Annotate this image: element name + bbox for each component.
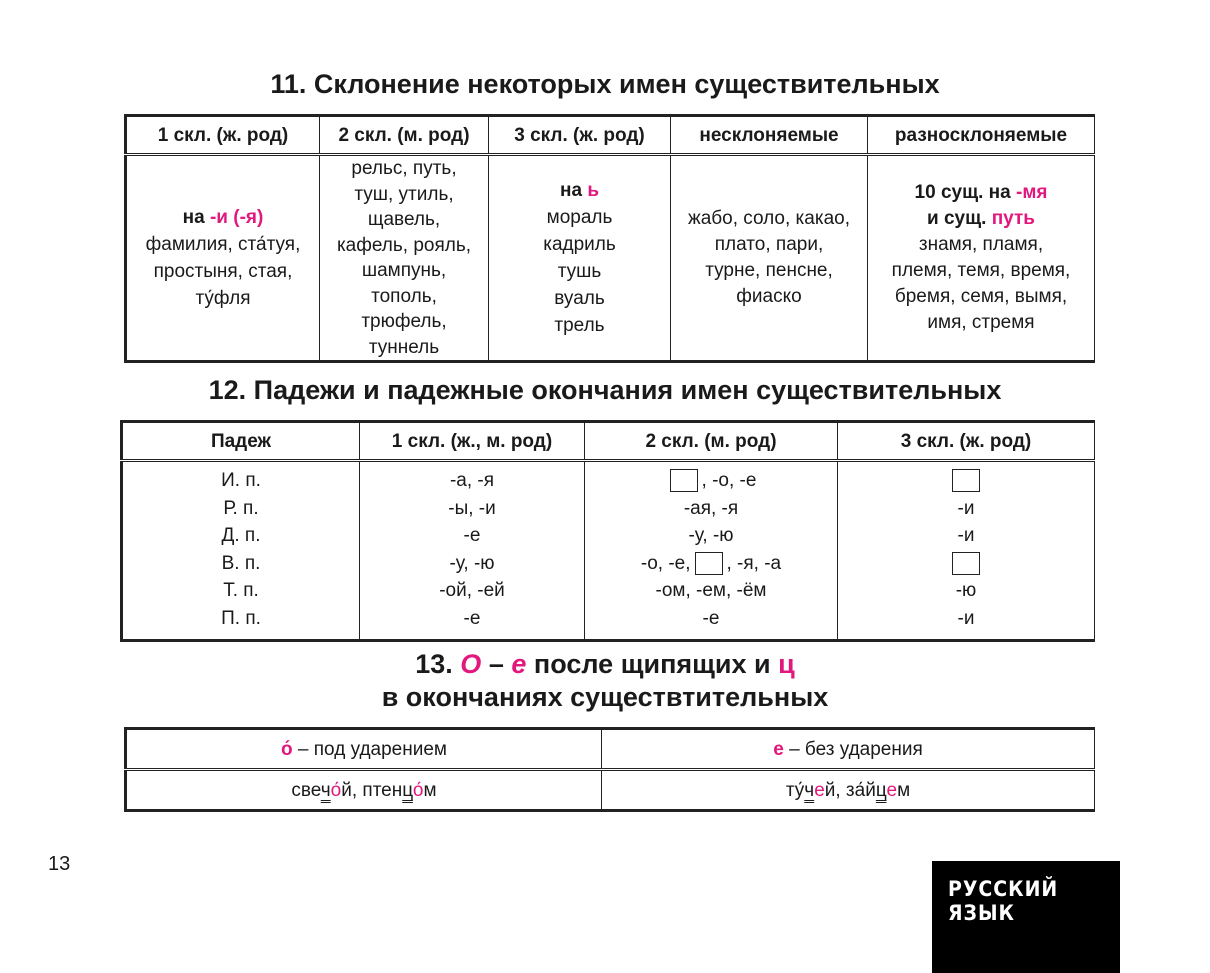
decl3-ending: -ю xyxy=(955,580,977,602)
decl2-ending: -ая, -я xyxy=(683,497,739,519)
header-decl2: 2 скл. (м. род) xyxy=(585,422,838,461)
case-endings-header-row xyxy=(122,422,1095,461)
decl2-word-line: тополь, xyxy=(371,285,437,307)
header-decl1: 1 скл. (ж., м. род) xyxy=(360,422,585,461)
header-decl1: 1 скл. (ж. род) xyxy=(126,116,320,155)
indeclinable-line: фиаско xyxy=(736,286,802,307)
decl3-ending: -и xyxy=(957,525,975,547)
unstressed-text: – без ударения xyxy=(789,738,923,760)
decl1-rule-prefix: на xyxy=(182,207,210,228)
decl1-cell xyxy=(126,155,320,362)
example-part: м xyxy=(897,779,911,801)
example-sibilant: ч xyxy=(804,779,815,801)
example-part: све xyxy=(291,779,321,801)
heteroclitic-rule-text: и сущ. xyxy=(927,208,987,229)
case-name: П. п. xyxy=(221,607,261,629)
section13-title-o: О xyxy=(460,649,482,679)
decl2-ending-acc xyxy=(585,550,837,578)
zero-ending-box xyxy=(695,552,723,575)
section13-title-ts: ц xyxy=(778,649,795,679)
heteroclitic-rule-word: путь xyxy=(991,208,1035,229)
decl3-rule xyxy=(489,177,670,204)
decl1-ending: -е xyxy=(463,607,481,629)
indeclinable-line: жабо, соло, какао, xyxy=(687,208,850,229)
example-sibilant: ц xyxy=(402,779,413,801)
case-name: И. п. xyxy=(221,470,261,491)
decl3-word: вуаль xyxy=(554,288,605,309)
example-part: й, за́й xyxy=(824,779,876,801)
section13-title-line2: в окончаниях существтительных xyxy=(381,682,829,712)
decl2-cell xyxy=(320,155,489,362)
case-name: Р. п. xyxy=(223,497,259,519)
section13-title-num: 13. xyxy=(415,649,453,679)
decl2-ending: -ом, -ем, -ём xyxy=(655,580,767,602)
header-decl3: 3 скл. (ж. род) xyxy=(489,116,671,155)
header-case: Падеж xyxy=(122,422,360,461)
decl3-word: мораль xyxy=(546,207,613,228)
heteroclitic-cell xyxy=(868,155,1095,362)
unstressed-rule-cell xyxy=(602,729,1095,770)
unstressed-letter: е xyxy=(773,738,784,760)
stressed-text: – под ударением xyxy=(297,738,447,760)
section13-title-e: е xyxy=(511,649,527,679)
header-heteroclitic: разносклоняемые xyxy=(868,116,1095,155)
case-name: В. п. xyxy=(221,552,261,574)
decl3-word: кадриль xyxy=(543,234,616,255)
decl2-ending: -у, -ю xyxy=(688,525,734,547)
zero-ending-box xyxy=(952,469,980,492)
brand-label: РУССКИЙ ЯЗЫК xyxy=(932,861,1120,973)
heteroclitic-rule-ending: -мя xyxy=(1016,182,1048,203)
decl1-ending: -а, -я xyxy=(449,470,495,491)
decl2-ending-text: , -я, -а xyxy=(726,552,782,574)
header-decl3: 3 скл. (ж. род) xyxy=(838,422,1095,461)
zero-ending-box xyxy=(952,552,980,575)
declension-body-row xyxy=(126,155,1095,362)
section13-title-mid: после щипящих и xyxy=(533,649,771,679)
section13-title xyxy=(0,648,1210,680)
decl3-rule-prefix: на xyxy=(559,180,583,201)
decl2-word-line: трюфель, xyxy=(361,311,447,332)
indeclinable-cell xyxy=(671,155,868,362)
decl2-word-line: кафель, рояль, xyxy=(336,234,472,256)
heteroclitic-word-line: племя, темя, время, xyxy=(891,260,1071,281)
zero-ending-box xyxy=(670,469,698,492)
example-part: м xyxy=(423,779,437,801)
decl2-ending-text: , -о, -е xyxy=(701,470,757,491)
decl1-ending: -е xyxy=(463,525,481,547)
decl2-endings-cell xyxy=(585,461,838,641)
o-e-example-row xyxy=(126,770,1095,811)
decl1-rule xyxy=(127,204,319,231)
decl3-ending: -и xyxy=(957,607,975,629)
decl3-word: трель xyxy=(554,315,605,336)
example-vowel: е xyxy=(886,779,898,801)
section13-title-dash: – xyxy=(488,649,504,679)
example-vowel: о́ xyxy=(412,779,424,801)
decl2-word-line: шампунь, xyxy=(361,260,447,281)
decl2-ending: -е xyxy=(702,607,720,629)
o-e-header-row xyxy=(126,729,1095,770)
decl2-ending-text: -о, -е, xyxy=(640,552,691,574)
decl3-word: тушь xyxy=(557,261,602,282)
unstressed-examples-cell xyxy=(602,770,1095,811)
o-e-table xyxy=(124,727,1095,812)
decl1-word-line: простыня, стая, xyxy=(153,261,293,282)
heteroclitic-rule-line2 xyxy=(868,206,1094,232)
stressed-examples-cell xyxy=(126,770,602,811)
section11-title: 11. Склонение некоторых имен существительных xyxy=(270,69,940,99)
case-name: Д. п. xyxy=(221,525,261,547)
case-name: Т. п. xyxy=(223,580,259,602)
decl1-ending: -у, -ю xyxy=(449,552,495,574)
heteroclitic-rule-line1 xyxy=(868,180,1094,206)
decl3-rule-letter: ь xyxy=(587,180,599,201)
example-vowel: о́ xyxy=(330,779,342,801)
decl3-cell xyxy=(489,155,671,362)
decl3-endings-cell xyxy=(838,461,1095,641)
example-vowel: е xyxy=(814,779,825,801)
case-endings-body-row xyxy=(122,461,1095,641)
decl2-ending-nom xyxy=(585,467,837,495)
decl3-ending-nom xyxy=(838,467,1094,495)
example-sibilant: ц xyxy=(875,779,887,801)
case-names-cell xyxy=(122,461,360,641)
example-sibilant: ч xyxy=(320,779,331,801)
stressed-letter: о́ xyxy=(281,738,293,760)
decl2-word-line: щавель, xyxy=(367,209,441,230)
decl1-ending: -ы, -и xyxy=(448,497,496,519)
decl3-ending-acc xyxy=(838,550,1094,578)
decl2-word-line: рельс, путь, xyxy=(351,158,457,179)
heteroclitic-word-line: знамя, пламя, xyxy=(918,234,1044,255)
example-part: ту́ xyxy=(785,779,805,801)
decl1-ending: -ой, -ей xyxy=(439,580,505,602)
header-decl2: 2 скл. (м. род) xyxy=(320,116,489,155)
declension-header-row xyxy=(126,116,1095,155)
decl1-endings-cell xyxy=(360,461,585,641)
decl2-word-line: туш, утиль, xyxy=(354,183,454,205)
page-number: 13 xyxy=(48,853,71,875)
decl1-rule-ending: -и (-я) xyxy=(209,207,264,228)
heteroclitic-rule-text: 10 сущ. на xyxy=(914,182,1011,203)
case-endings-table xyxy=(120,420,1095,642)
decl1-word-line: ту́фля xyxy=(195,288,251,309)
declension-table xyxy=(124,114,1095,363)
indeclinable-line: турне, пенсне, xyxy=(705,260,833,281)
example-part: й, птен xyxy=(341,779,403,801)
heteroclitic-word-line: бремя, семя, вымя, xyxy=(894,286,1068,307)
section12-title: 12. Падежи и падежные окончания имен существительных xyxy=(208,375,1002,405)
indeclinable-line: плато, пари, xyxy=(714,234,824,255)
heteroclitic-word-line: имя, стремя xyxy=(927,312,1035,333)
decl1-word-line: фамилия, ста́туя, xyxy=(145,234,301,255)
stressed-rule-cell xyxy=(126,729,602,770)
decl2-word-line: туннель xyxy=(368,336,440,358)
decl3-ending: -и xyxy=(957,497,975,519)
header-indeclinable: несклоняемые xyxy=(671,116,868,155)
